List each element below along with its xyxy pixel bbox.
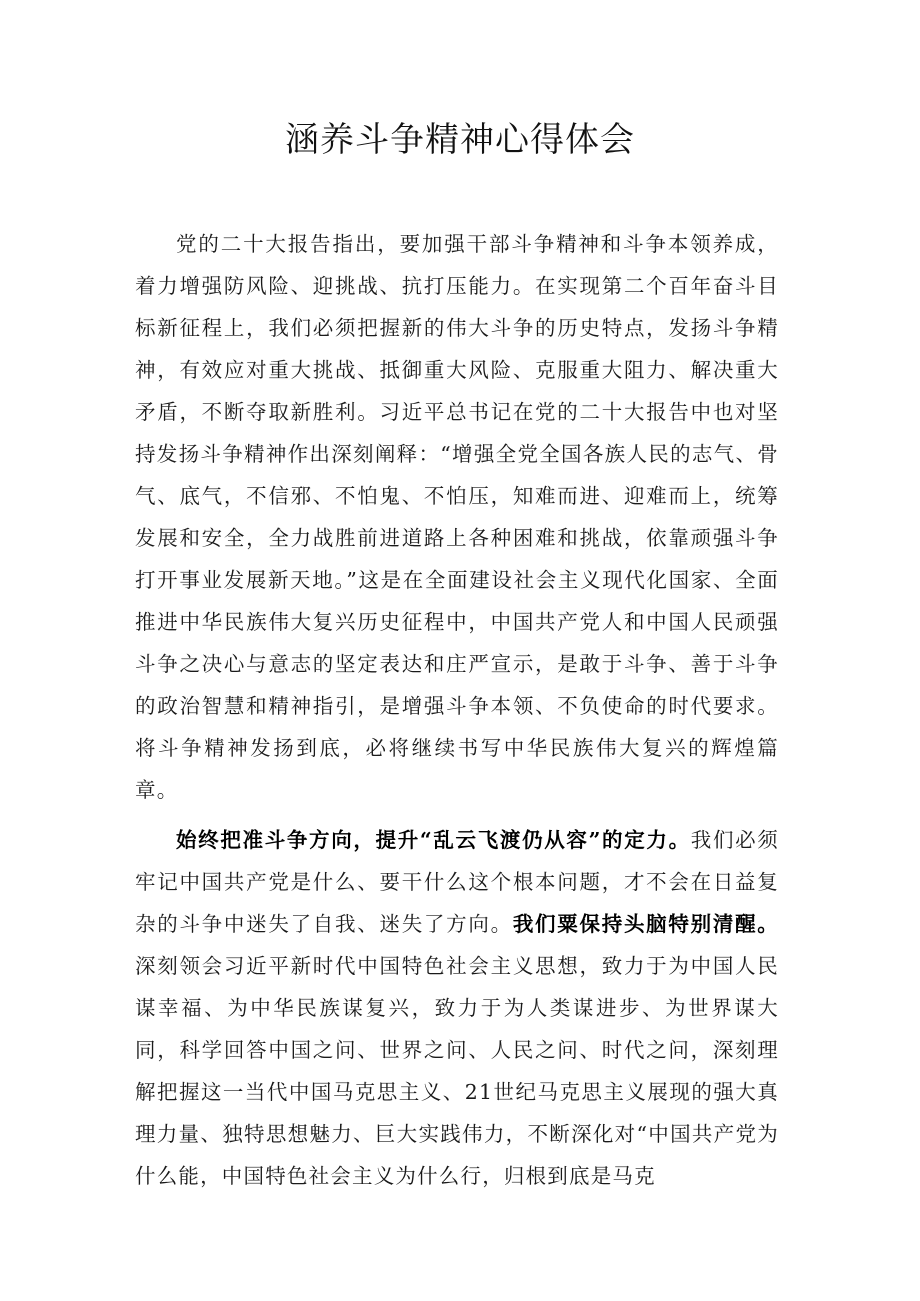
paragraph-2 [135,819,779,1197]
document-body [135,223,779,1197]
paragraph-2-heading: 始终把准斗争方向，提升“乱云飞渡仍从容”的定力。 [176,828,691,852]
paragraph-1 [135,223,779,811]
document-title: 涵养斗争精神心得体会 [285,120,635,160]
paragraph-1-text: 党的二十大报告指出，要加强干部斗争精神和斗争本领养成，着力增强防风险、迎挑战、抗打压能力。在实现第二个百年奋斗目标新征程上，我们必须把握新的伟大斗争的历史特点，发扬斗争精神，有效应对重大挑战、抵御重大风险、克服重大阻力、解决重大矛盾，不断夺取新胜利。习近平总书记在党的二十大报告中也对坚持发扬斗争精神作出深刻阐释：“增强全党全国各族人民的志气、骨气、底气，不信邪、不怕鬼、不怕压，知难而进、迎难而上，统筹发展和安全，全力战胜前进道路上各种困难和挑战，依靠顽强斗争打开事业发展新天地。”这是在全面建设社会主义现代化国家、全面推进中华民族伟大复兴历史征程中，中国共产党人和中国人民顽强斗争之决心与意志的坚定表达和庄严宣示，是敢于斗争、善于斗争的政治智慧和精神指引，是增强斗争本领、不负使命的时代要求。将斗争精神发扬到底，必将继续书写中华民族伟大复兴的辉煌篇章。 [135,232,779,802]
paragraph-2-text-a: 我们必须牢记中国共产党是什么、要干什么这个根本问题，才不会在日益复杂的斗争中迷失了自我、迷失了方向。 [135,828,779,936]
paragraph-2-emphasis: 我们粟保持头脑特别清醒。 [512,912,779,936]
paragraph-2-text-b: 深刻领会习近平新时代中国特色社会主义思想，致力于为中国人民谋幸福、为中华民族谋复兴，致力于为人类谋进步、为世界谋大同，科学回答中国之问、世界之问、人民之问、时代之问，深刻理解把握这一当代中国马克思主义、21世纪马克思主义展现的强大真理力量、独特思想魅力、巨大实践伟力，不断深化对“中国共产党为什么能，中国特色社会主义为什么行，归根到底是马克 [135,954,779,1188]
